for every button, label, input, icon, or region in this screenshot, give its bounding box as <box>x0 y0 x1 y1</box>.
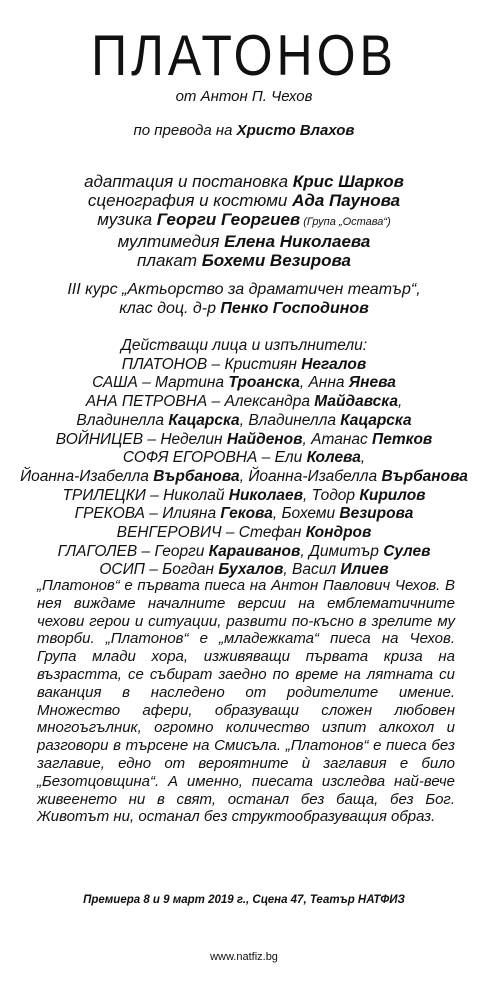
cast-row <box>0 412 488 431</box>
actor-first-name: Георги <box>154 542 209 560</box>
actor-last-name: Янева <box>348 374 396 392</box>
course-line: III курс „Актьорство за драматичен театър“, <box>67 281 421 298</box>
play-title: ПЛАТОНОВ <box>91 23 397 88</box>
cast-dash: – <box>221 524 239 542</box>
crew-row <box>0 232 488 251</box>
cast-dash: – <box>137 374 156 392</box>
crew-name: Ада Паунова <box>292 191 401 210</box>
crew-row <box>0 172 488 191</box>
translator-name: Христо Влахов <box>236 122 355 139</box>
actor-first-name: Владинелла <box>76 411 169 429</box>
synopsis-paragraph: „Платонов“ е първата пиеса на Антон Павлович Чехов. В нея виждаме началните версии на емблематичните чехови герои и ситуации, развити по-късно в зрелите му творби. „Платонов“ е „младежката“ пиеса на Чехов. Група млади хора, изживяващи първата криза на възрастта, се събират заедно по време на лятната си ваканция в наследено от родителите имение. Множество афери, образуващи сложен любовен многоъгълник, огромно количество изпит алкохол и разговори в търсене на Смисъла. „Платонов“ е пиеса без заглавие, едно от вероятните ѝ заглавия е било „Безотцовщина“. А именно, пиесата изследва най-вече живеенето ни в свят, останал без баща, без Бог. Животът ни, останал без структообразуващия образ. <box>37 577 455 826</box>
crew-role: адаптация и постановка <box>84 172 293 191</box>
actor-last-name: Върбанова <box>381 467 468 485</box>
crew-name: Георги Георгиев <box>156 210 301 229</box>
cast-role: СОФЯ ЕГОРОВНА <box>122 449 258 467</box>
cast-row <box>0 524 488 543</box>
cast-row <box>0 374 488 393</box>
class-line <box>0 299 488 318</box>
cast-sep: , <box>283 561 293 579</box>
cast-sep: , <box>360 449 366 467</box>
cast-role: ГЛАГОЛЕВ <box>57 542 138 560</box>
crew-row <box>0 191 488 210</box>
cast-dash: – <box>207 393 225 411</box>
cast-sep: , <box>397 393 403 411</box>
crew-note: (Група „Остава“) <box>300 216 391 228</box>
actor-last-name: Върбанова <box>153 467 240 485</box>
actor-last-name: Сулев <box>383 542 431 560</box>
actor-last-name: Николаев <box>228 486 303 504</box>
crew-role: мултимедия <box>117 232 225 251</box>
cast-row <box>0 393 488 412</box>
cast-sep: , <box>300 542 309 560</box>
crew-name: Крис Шарков <box>292 172 404 191</box>
cast-dash: – <box>143 430 161 448</box>
cast-role: ПЛАТОНОВ <box>121 355 208 373</box>
actor-last-name: Илиев <box>340 561 389 579</box>
cast-row <box>0 505 488 524</box>
actor-first-name: Анна <box>308 374 349 392</box>
actor-last-name: Кондров <box>305 524 372 542</box>
cast-dash: – <box>137 542 155 560</box>
crew-role: музика <box>97 210 157 229</box>
actor-last-name: Бухалов <box>218 561 284 579</box>
cast-sep: , <box>272 505 282 523</box>
actor-last-name: Петков <box>372 430 433 448</box>
actor-first-name: Кристиян <box>224 355 302 373</box>
actor-last-name: Везирова <box>339 505 414 523</box>
cast-list <box>0 337 488 580</box>
cast-row <box>0 356 488 375</box>
cast-role: АНА ПЕТРОВНА <box>85 393 208 411</box>
cast-role: ГРЕКОВА <box>74 505 145 523</box>
cast-role: ВЕНГЕРОВИЧ <box>116 524 222 542</box>
actor-last-name: Кирилов <box>359 486 426 504</box>
actor-first-name: Атанас <box>311 430 373 448</box>
cast-row <box>0 449 488 468</box>
cast-sep: , <box>239 467 249 485</box>
translation-line <box>0 122 488 139</box>
crew-row <box>0 210 488 232</box>
cast-row <box>0 468 488 487</box>
cast-sep: , <box>302 430 312 448</box>
actor-first-name: Александра <box>224 393 315 411</box>
crew-credits <box>0 172 488 270</box>
crew-name: Елена Николаева <box>224 232 371 251</box>
website-link[interactable]: www.natfiz.bg <box>210 951 278 963</box>
actor-first-name: Стефан <box>238 524 306 542</box>
actor-first-name: Неделин <box>160 430 227 448</box>
cast-role: ОСИП <box>99 561 145 579</box>
actor-last-name: Кацарска <box>340 411 412 429</box>
cast-role: ВОЙНИЦЕВ <box>55 430 144 448</box>
actor-first-name: Димитър <box>308 542 384 560</box>
actor-first-name: Владинелла <box>248 411 341 429</box>
actor-first-name: Мартина <box>155 374 229 392</box>
crew-role: плакат <box>137 251 202 270</box>
actor-first-name: Васил <box>292 561 341 579</box>
actor-last-name: Негалов <box>301 355 367 373</box>
actor-first-name: Ели <box>274 449 307 467</box>
actor-last-name: Найденов <box>226 430 303 448</box>
actor-last-name: Кацарска <box>168 411 240 429</box>
class-prefix: клас доц. д-р <box>119 300 221 317</box>
actor-last-name: Колева <box>306 449 361 467</box>
actor-first-name: Николай <box>163 486 229 504</box>
actor-first-name: Йоанна-Изабелла <box>248 467 382 485</box>
actor-first-name: Илияна <box>162 505 221 523</box>
cast-sep: , <box>299 374 309 392</box>
actor-last-name: Гекова <box>220 505 273 523</box>
cast-dash: – <box>144 505 163 523</box>
cast-row <box>0 543 488 562</box>
crew-name: Бохеми Везирова <box>201 251 351 270</box>
cast-dash: – <box>144 561 163 579</box>
actor-first-name: Тодор <box>311 486 360 504</box>
cast-heading: Действащи лица и изпълнители: <box>120 337 368 354</box>
actor-first-name: Йоанна-Изабелла <box>20 467 154 485</box>
cast-sep: , <box>303 486 312 504</box>
cast-dash: – <box>207 355 225 373</box>
cast-row <box>0 431 488 450</box>
actor-first-name: Богдан <box>162 561 219 579</box>
actor-last-name: Караиванов <box>208 542 301 560</box>
professor-name: Пенко Господинов <box>220 300 369 317</box>
premiere-line: Премиера 8 и 9 март 2019 г., Сцена 47, Театър НАТФИЗ <box>83 894 405 906</box>
crew-role: сценография и костюми <box>87 191 293 210</box>
actor-first-name: Бохеми <box>281 505 340 523</box>
actor-last-name: Троанска <box>228 374 300 392</box>
cast-role: ТРИЛЕЦКИ <box>62 486 146 504</box>
cast-role: САША <box>92 374 138 392</box>
actor-last-name: Майдавска <box>314 393 398 411</box>
cast-row <box>0 487 488 506</box>
translation-prefix: по превода на <box>133 122 237 139</box>
cast-dash: – <box>257 449 275 467</box>
course-info <box>0 280 488 318</box>
author-line: от Антон П. Чехов <box>175 88 313 105</box>
crew-row <box>0 251 488 270</box>
cast-sep: , <box>239 411 249 429</box>
cast-dash: – <box>145 486 164 504</box>
